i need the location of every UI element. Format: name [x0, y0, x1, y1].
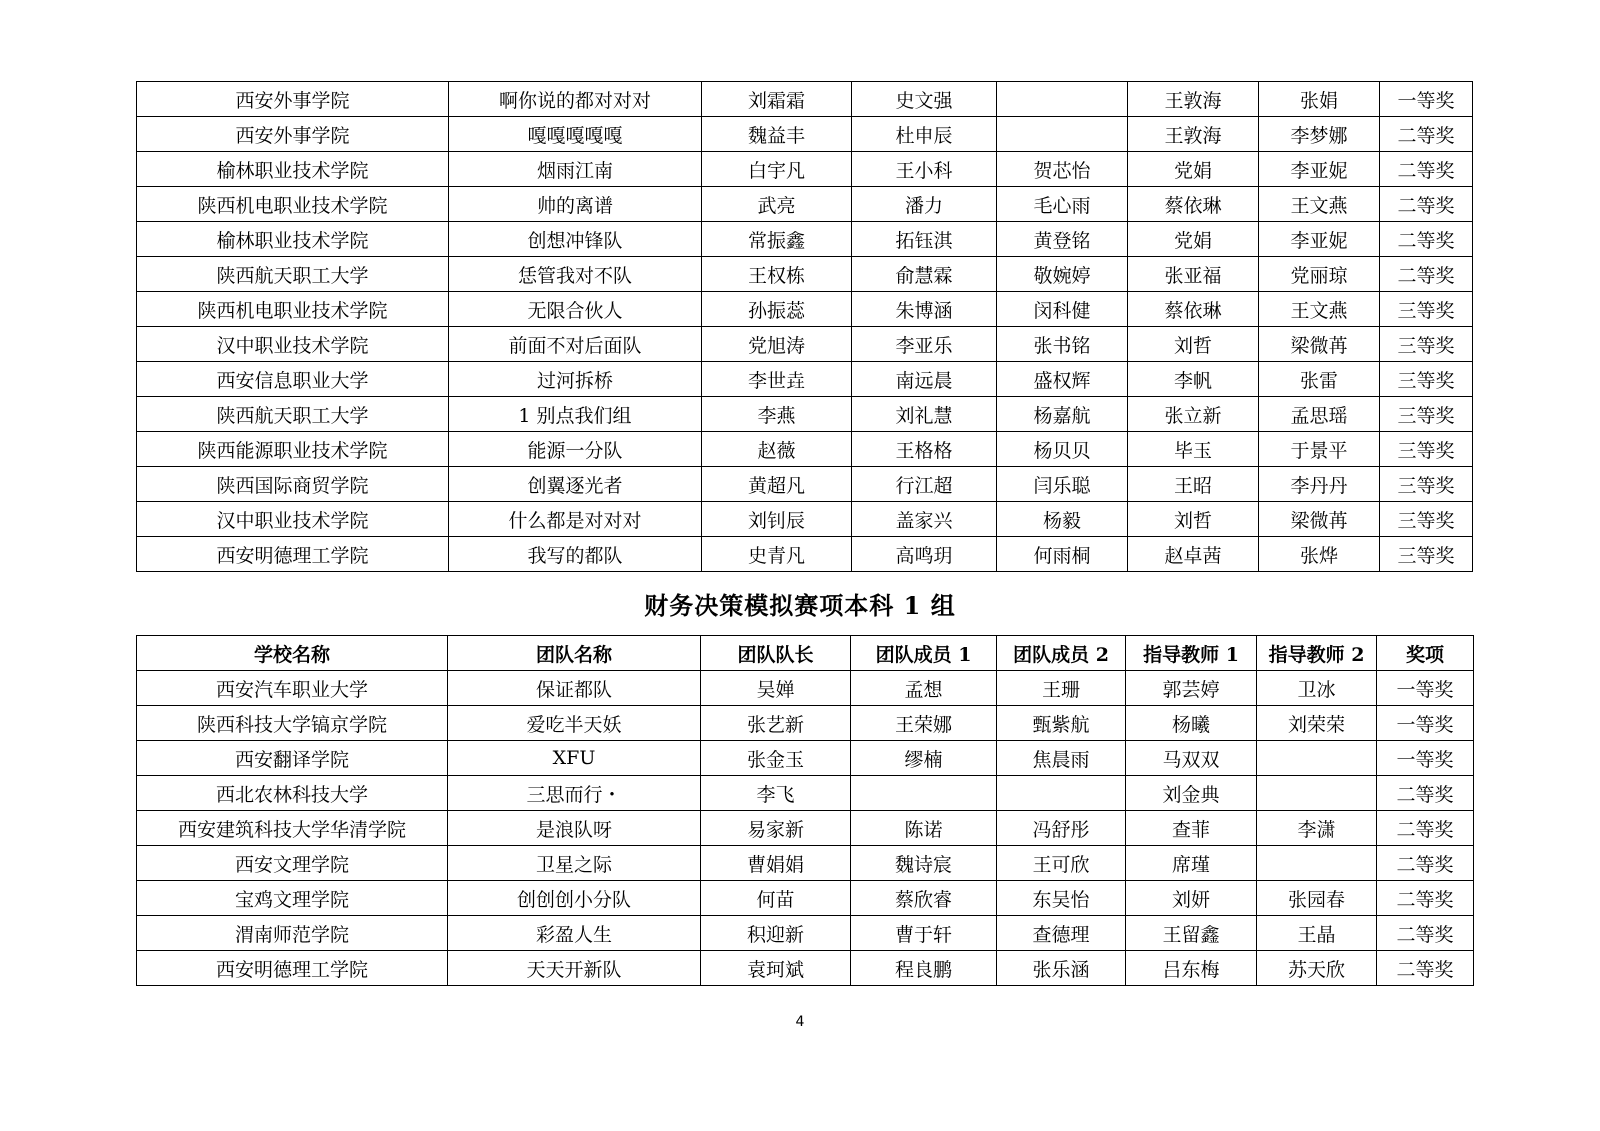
cell-team-member-2: 杨毅: [997, 502, 1128, 537]
table-row: [137, 362, 1473, 397]
cell-team-member-2: 王可欣: [997, 846, 1126, 881]
cell-team-captain: 白宇凡: [702, 152, 852, 187]
cell-award: 三等奖: [1380, 502, 1473, 537]
cell-advisor-2: [1257, 741, 1377, 776]
cell-advisor-2: 张雷: [1259, 362, 1380, 397]
cell-advisor-1: 刘哲: [1128, 502, 1259, 537]
cell-team-name: 帅的离谱: [449, 187, 702, 222]
cell-team-member-1: 南远晨: [852, 362, 997, 397]
cell-team-member-2: 杨贝贝: [997, 432, 1128, 467]
cell-team-name: 什么都是对对对: [449, 502, 702, 537]
cell-team-name: 创创创小分队: [448, 881, 701, 916]
cell-advisor-2: 王文燕: [1259, 292, 1380, 327]
cell-team-captain: 张艺新: [701, 706, 851, 741]
cell-team-name: 烟雨江南: [449, 152, 702, 187]
cell-team-name: 1 别点我们组: [449, 397, 702, 432]
table-row: [137, 671, 1474, 706]
cell-team-member-1: [851, 776, 997, 811]
cell-team-captain: 党旭涛: [702, 327, 852, 362]
header-advisor-1: 指导教师 1: [1126, 636, 1257, 671]
cell-team-member-2: 焦晨雨: [997, 741, 1126, 776]
cell-advisor-1: 党娟: [1128, 222, 1259, 257]
cell-team-name: 能源一分队: [449, 432, 702, 467]
cell-advisor-2: 孟思瑶: [1259, 397, 1380, 432]
table-row: [137, 881, 1474, 916]
table-row: [137, 327, 1473, 362]
table-row: [137, 741, 1474, 776]
cell-advisor-2: 于景平: [1259, 432, 1380, 467]
cell-team-name: 嘎嘎嘎嘎嘎: [449, 117, 702, 152]
cell-team-name: 保证都队: [448, 671, 701, 706]
cell-school-name: 陕西航天职工大学: [137, 397, 449, 432]
cell-team-captain: 赵薇: [702, 432, 852, 467]
cell-team-member-1: 陈诺: [851, 811, 997, 846]
cell-advisor-1: 郭芸婷: [1126, 671, 1257, 706]
cell-award: 一等奖: [1377, 671, 1474, 706]
cell-team-member-1: 李亚乐: [852, 327, 997, 362]
cell-advisor-2: 李潇: [1257, 811, 1377, 846]
table-row: [137, 537, 1473, 572]
cell-award: 二等奖: [1377, 846, 1474, 881]
cell-advisor-1: 王留鑫: [1126, 916, 1257, 951]
cell-team-captain: 李世垚: [702, 362, 852, 397]
cell-team-member-2: 闫乐聪: [997, 467, 1128, 502]
table-row: [137, 916, 1474, 951]
cell-team-member-1: 王荣娜: [851, 706, 997, 741]
cell-advisor-1: 赵卓茜: [1128, 537, 1259, 572]
cell-team-member-2: 王珊: [997, 671, 1126, 706]
header-team-member-1: 团队成员 1: [851, 636, 997, 671]
table-row: [137, 117, 1473, 152]
cell-advisor-1: 王昭: [1128, 467, 1259, 502]
cell-team-captain: 黄超凡: [702, 467, 852, 502]
cell-team-name: 啊你说的都对对对: [449, 82, 702, 117]
cell-team-member-2: 黄登铭: [997, 222, 1128, 257]
cell-school-name: 西安汽车职业大学: [137, 671, 448, 706]
cell-award: 二等奖: [1380, 117, 1473, 152]
cell-advisor-2: 李梦娜: [1259, 117, 1380, 152]
cell-team-captain: 袁珂斌: [701, 951, 851, 986]
awards-table-undergrad-group-1: [136, 635, 1474, 986]
table-row: [137, 811, 1474, 846]
cell-school-name: 陕西国际商贸学院: [137, 467, 449, 502]
cell-team-name: 创翼逐光者: [449, 467, 702, 502]
header-team-captain: 团队队长: [701, 636, 851, 671]
cell-team-captain: 吴婵: [701, 671, 851, 706]
cell-award: 一等奖: [1377, 741, 1474, 776]
cell-advisor-2: 梁微苒: [1259, 327, 1380, 362]
cell-team-member-1: 行江超: [852, 467, 997, 502]
cell-advisor-1: 查菲: [1126, 811, 1257, 846]
cell-team-captain: 孙振蕊: [702, 292, 852, 327]
cell-advisor-1: 蔡依琳: [1128, 292, 1259, 327]
cell-advisor-2: 刘荣荣: [1257, 706, 1377, 741]
table-row: [137, 292, 1473, 327]
cell-team-name: 创想冲锋队: [449, 222, 702, 257]
cell-team-member-1: 朱博涵: [852, 292, 997, 327]
cell-advisor-1: 刘妍: [1126, 881, 1257, 916]
cell-advisor-1: 马双双: [1126, 741, 1257, 776]
cell-advisor-1: 李帆: [1128, 362, 1259, 397]
cell-team-member-1: 王格格: [852, 432, 997, 467]
cell-school-name: 西安文理学院: [137, 846, 448, 881]
cell-award: 一等奖: [1377, 706, 1474, 741]
cell-advisor-1: 吕东梅: [1126, 951, 1257, 986]
cell-team-captain: 常振鑫: [702, 222, 852, 257]
cell-team-captain: 李燕: [702, 397, 852, 432]
cell-team-member-1: 程良鹏: [851, 951, 997, 986]
cell-award: 二等奖: [1377, 776, 1474, 811]
cell-school-name: 汉中职业技术学院: [137, 327, 449, 362]
cell-team-captain: 魏益丰: [702, 117, 852, 152]
cell-award: 三等奖: [1380, 362, 1473, 397]
cell-advisor-2: 王文燕: [1259, 187, 1380, 222]
cell-school-name: 西安明德理工学院: [137, 951, 448, 986]
cell-team-name: 我写的都队: [449, 537, 702, 572]
cell-school-name: 陕西航天职工大学: [137, 257, 449, 292]
cell-school-name: 西安外事学院: [137, 82, 449, 117]
cell-school-name: 宝鸡文理学院: [137, 881, 448, 916]
cell-advisor-2: 李丹丹: [1259, 467, 1380, 502]
cell-team-name: 彩盈人生: [448, 916, 701, 951]
cell-team-member-2: [997, 82, 1128, 117]
table-row: [137, 222, 1473, 257]
cell-advisor-2: [1257, 846, 1377, 881]
cell-award: 三等奖: [1380, 397, 1473, 432]
cell-team-captain: 武亮: [702, 187, 852, 222]
cell-award: 三等奖: [1380, 432, 1473, 467]
cell-team-member-1: 盖家兴: [852, 502, 997, 537]
cell-team-member-1: 杜申辰: [852, 117, 997, 152]
cell-advisor-1: 毕玉: [1128, 432, 1259, 467]
cell-team-member-2: 张书铭: [997, 327, 1128, 362]
cell-team-member-2: 东吴怡: [997, 881, 1126, 916]
cell-team-member-2: 敬婉婷: [997, 257, 1128, 292]
cell-award: 二等奖: [1380, 257, 1473, 292]
cell-advisor-2: 李亚妮: [1259, 222, 1380, 257]
cell-team-member-1: 孟想: [851, 671, 997, 706]
cell-school-name: 陕西能源职业技术学院: [137, 432, 449, 467]
cell-team-name: 无限合伙人: [449, 292, 702, 327]
cell-team-member-1: 缪楠: [851, 741, 997, 776]
cell-advisor-2: 张娟: [1259, 82, 1380, 117]
cell-team-member-2: 张乐涵: [997, 951, 1126, 986]
section-title: 财务决策模拟赛项本科 1 组: [644, 591, 956, 620]
cell-team-captain: 史青凡: [702, 537, 852, 572]
cell-award: 二等奖: [1380, 152, 1473, 187]
cell-team-member-1: 高鸣玥: [852, 537, 997, 572]
table-row: [137, 776, 1474, 811]
page-number: 4: [795, 1014, 805, 1030]
cell-advisor-2: 王晶: [1257, 916, 1377, 951]
cell-advisor-2: 苏天欣: [1257, 951, 1377, 986]
cell-advisor-2: [1257, 776, 1377, 811]
cell-school-name: 西安信息职业大学: [137, 362, 449, 397]
cell-school-name: 陕西机电职业技术学院: [137, 292, 449, 327]
cell-team-name: 天天开新队: [448, 951, 701, 986]
cell-award: 三等奖: [1380, 467, 1473, 502]
cell-school-name: 西安建筑科技大学华清学院: [137, 811, 448, 846]
header-row: [137, 636, 1474, 671]
cell-team-member-1: 曹于轩: [851, 916, 997, 951]
cell-school-name: 陕西科技大学镐京学院: [137, 706, 448, 741]
table-row: [137, 706, 1474, 741]
cell-advisor-2: 李亚妮: [1259, 152, 1380, 187]
cell-team-captain: 王权栋: [702, 257, 852, 292]
cell-team-member-1: 史文强: [852, 82, 997, 117]
cell-team-member-2: 冯舒彤: [997, 811, 1126, 846]
cell-award: 二等奖: [1377, 951, 1474, 986]
table-row: [137, 846, 1474, 881]
header-advisor-2: 指导教师 2: [1257, 636, 1377, 671]
cell-advisor-2: 卫冰: [1257, 671, 1377, 706]
cell-team-member-2: 贺芯怡: [997, 152, 1128, 187]
cell-team-member-2: [997, 117, 1128, 152]
header-award: 奖项: [1377, 636, 1474, 671]
cell-team-member-1: 王小科: [852, 152, 997, 187]
cell-team-captain: 积迎新: [701, 916, 851, 951]
cell-advisor-1: 杨曦: [1126, 706, 1257, 741]
cell-advisor-1: 王敦海: [1128, 117, 1259, 152]
cell-team-member-1: 魏诗宸: [851, 846, 997, 881]
cell-advisor-2: 党丽琼: [1259, 257, 1380, 292]
cell-team-member-2: 何雨桐: [997, 537, 1128, 572]
table-row: [137, 502, 1473, 537]
cell-team-member-2: 毛心雨: [997, 187, 1128, 222]
cell-award: 一等奖: [1380, 82, 1473, 117]
table-row: [137, 432, 1473, 467]
awards-table-continued: [136, 81, 1473, 572]
cell-school-name: 渭南师范学院: [137, 916, 448, 951]
cell-school-name: 西安翻译学院: [137, 741, 448, 776]
cell-team-name: 前面不对后面队: [449, 327, 702, 362]
cell-advisor-1: 刘金典: [1126, 776, 1257, 811]
header-team-name: 团队名称: [448, 636, 701, 671]
cell-advisor-2: 梁微苒: [1259, 502, 1380, 537]
cell-team-name: 爱吃半天妖: [448, 706, 701, 741]
cell-team-captain: 刘霜霜: [702, 82, 852, 117]
cell-advisor-1: 张亚福: [1128, 257, 1259, 292]
cell-team-captain: 易家新: [701, 811, 851, 846]
cell-award: 二等奖: [1377, 811, 1474, 846]
table-row: [137, 397, 1473, 432]
cell-award: 二等奖: [1377, 916, 1474, 951]
cell-team-captain: 刘钊辰: [702, 502, 852, 537]
cell-team-member-2: 杨嘉航: [997, 397, 1128, 432]
cell-school-name: 汉中职业技术学院: [137, 502, 449, 537]
cell-team-name: 三思而行・: [448, 776, 701, 811]
cell-advisor-2: 张园春: [1257, 881, 1377, 916]
cell-advisor-1: 张立新: [1128, 397, 1259, 432]
cell-school-name: 西安明德理工学院: [137, 537, 449, 572]
cell-team-member-2: 甄紫航: [997, 706, 1126, 741]
cell-award: 二等奖: [1380, 187, 1473, 222]
table-row: [137, 152, 1473, 187]
cell-team-captain: 曹娟娟: [701, 846, 851, 881]
cell-school-name: 榆林职业技术学院: [137, 152, 449, 187]
cell-award: 二等奖: [1380, 222, 1473, 257]
cell-team-captain: 张金玉: [701, 741, 851, 776]
cell-team-member-1: 俞慧霖: [852, 257, 997, 292]
cell-team-name: 恁管我对不队: [449, 257, 702, 292]
table-row: [137, 467, 1473, 502]
cell-team-member-1: 蔡欣睿: [851, 881, 997, 916]
cell-team-name: 是浪队呀: [448, 811, 701, 846]
cell-school-name: 西北农林科技大学: [137, 776, 448, 811]
cell-team-name: XFU: [448, 741, 701, 776]
cell-award: 二等奖: [1377, 881, 1474, 916]
table-row: [137, 257, 1473, 292]
cell-school-name: 西安外事学院: [137, 117, 449, 152]
cell-award: 三等奖: [1380, 537, 1473, 572]
cell-advisor-1: 王敦海: [1128, 82, 1259, 117]
cell-team-member-1: 潘力: [852, 187, 997, 222]
cell-school-name: 榆林职业技术学院: [137, 222, 449, 257]
cell-team-member-1: 刘礼慧: [852, 397, 997, 432]
cell-award: 三等奖: [1380, 327, 1473, 362]
table-row: [137, 951, 1474, 986]
cell-team-name: 过河拆桥: [449, 362, 702, 397]
cell-advisor-2: 张烨: [1259, 537, 1380, 572]
cell-team-captain: 李飞: [701, 776, 851, 811]
cell-team-member-2: 盛权辉: [997, 362, 1128, 397]
cell-team-member-1: 拓钰淇: [852, 222, 997, 257]
cell-team-captain: 何苗: [701, 881, 851, 916]
cell-award: 三等奖: [1380, 292, 1473, 327]
cell-team-member-2: [997, 776, 1126, 811]
cell-team-name: 卫星之际: [448, 846, 701, 881]
cell-advisor-1: 党娟: [1128, 152, 1259, 187]
header-team-member-2: 团队成员 2: [997, 636, 1126, 671]
cell-advisor-1: 刘哲: [1128, 327, 1259, 362]
cell-school-name: 陕西机电职业技术学院: [137, 187, 449, 222]
header-school-name: 学校名称: [137, 636, 448, 671]
table-row: [137, 82, 1473, 117]
cell-advisor-1: 蔡依琳: [1128, 187, 1259, 222]
table-row: [137, 187, 1473, 222]
cell-advisor-1: 席瑾: [1126, 846, 1257, 881]
cell-team-member-2: 查德理: [997, 916, 1126, 951]
cell-team-member-2: 闵科健: [997, 292, 1128, 327]
